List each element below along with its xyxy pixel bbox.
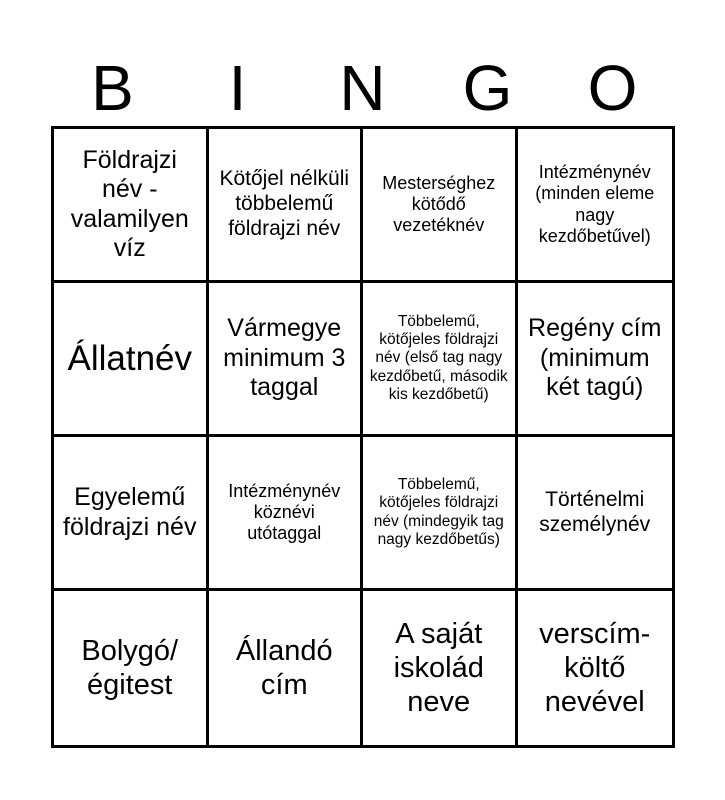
bingo-cell-r3c3[interactable] [363,437,518,591]
bingo-cell-r4c2[interactable] [209,591,364,745]
cell-label: Többelemű, kötőjeles földrajzi név (első tag nagy kezdőbetű, második kis kezdőbetű) [369,312,508,403]
bingo-header [50,52,675,124]
cell-label: A saját iskolád neve [393,617,484,719]
header-letter-b: B [91,52,134,124]
cell-label: Intézménynév (minden eleme nagy kezdőbetűvel) [535,162,655,246]
cell-label: Bolygó/ égitest [81,634,179,701]
cell-label: Állatnév [67,338,193,378]
bingo-cell-r1c3[interactable] [363,129,518,283]
cell-label: Történelmi személynév [539,487,651,536]
bingo-cell-r3c1[interactable] [54,437,209,591]
bingo-cell-r4c3[interactable] [363,591,518,745]
cell-label: Intézménynév köznévi utótaggal [228,480,341,544]
bingo-board [51,126,675,748]
bingo-cell-r1c2[interactable] [209,129,364,283]
bingo-cell-r1c4[interactable] [518,129,673,283]
bingo-cell-r4c4[interactable] [518,591,673,745]
header-letter-n: N [339,52,386,124]
cell-label: Mesterséghez kötődő vezetéknév [382,172,496,236]
cell-label: Vármegye minimum 3 taggal [223,314,346,402]
bingo-cell-r1c1[interactable] [54,129,209,283]
bingo-cell-r4c1[interactable] [54,591,209,745]
cell-label: verscím-költő nevével [539,617,651,719]
header-letter-g: G [462,52,513,124]
cell-label: Kötőjel nélküli többelemű földrajzi név [219,167,350,240]
bingo-cell-r3c2[interactable] [209,437,364,591]
bingo-cell-r2c1[interactable] [54,283,209,437]
cell-label: Egyelemű földrajzi név [63,483,197,541]
bingo-cell-r2c2[interactable] [209,283,364,437]
cell-label: Földrajzi név - valamilyen víz [70,145,189,262]
bingo-cell-r3c4[interactable] [518,437,673,591]
header-letter-i: I [228,52,247,124]
cell-label: Regény cím (minimum két tagú) [528,314,662,402]
bingo-cell-r2c3[interactable] [363,283,518,437]
cell-label: Többelemű, kötőjeles földrajzi név (mindegyik tag nagy kezdőbetűs) [373,475,504,548]
header-letter-o: O [587,52,638,124]
bingo-cell-r2c4[interactable] [518,283,673,437]
cell-label: Állandó cím [235,634,333,701]
